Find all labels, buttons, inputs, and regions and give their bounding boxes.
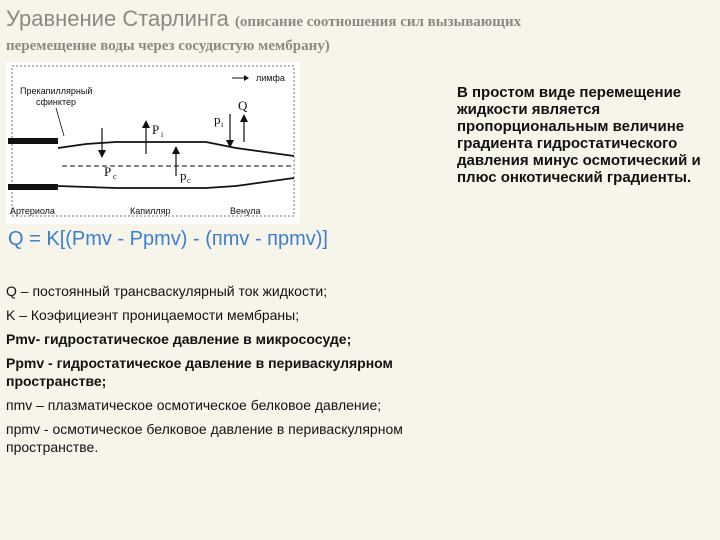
definitions-list [6, 282, 416, 462]
symbol-Pc: P [104, 164, 112, 179]
symbol-Pi: P [152, 122, 160, 137]
lymph-arrowhead [244, 75, 249, 81]
symbol-pi-c-sub: c [187, 176, 191, 185]
arrow-pi-c-head [172, 146, 180, 154]
label-sphincter-line1: Прекапиллярный [20, 86, 93, 96]
symbol-pi-i: p [214, 112, 221, 127]
title-subtitle-part2: перемещение воды через сосудистую мембрану) [6, 38, 330, 54]
symbol-pi-c: p [180, 168, 187, 183]
symbol-Pi-sub: i [161, 130, 164, 139]
starling-diagram [6, 62, 300, 224]
symbol-Q: Q [238, 98, 248, 113]
definition-Ppmv: Ppmv - гидростатическое давление в периваскулярном пространстве; [6, 355, 393, 389]
symbol-pi-i-sub: i [221, 120, 224, 129]
label-venule: Венула [230, 206, 261, 216]
title-subtitle-part1: (описание соотношения сил вызывающих [234, 14, 522, 30]
arrow-Pi-head [142, 120, 150, 128]
upper-sphincter-block [8, 138, 58, 144]
vessel-lower-wall [58, 178, 294, 188]
definition-pi-pmv: пpmv - осмотическое белковое давление в периваскулярном пространстве. [6, 421, 403, 455]
definition-K: K – Коэфициеэнт проницаемости мембраны; [6, 307, 300, 323]
label-arteriole: Артериола [10, 206, 55, 216]
label-sphincter-line2: сфинктер [36, 97, 76, 107]
label-capillary: Капилляр [130, 206, 171, 216]
title-main: Уравнение Старлинга [6, 6, 229, 31]
symbol-Pc-sub: c [113, 172, 117, 181]
slide-title [6, 6, 521, 32]
explanation-text: В простом виде перемещение жидкости является пропорциональным величине градиента гидростатического давления минус осмотический и плюс онкотический градиенты. [457, 84, 701, 186]
diagram-svg [6, 62, 300, 224]
definition-pi-mv: пmv – плазматическое осмотическое белковое давление; [6, 397, 382, 413]
definition-Q: Q – постоянный трансваскулярный ток жидкости; [6, 283, 328, 299]
definition-Pmv: Pmv- гидростатическое давление в микрососуде; [6, 331, 352, 347]
sphincter-pointer [56, 108, 64, 136]
lower-sphincter-block [8, 184, 58, 190]
starling-formula: Q = K[(Pmv - Ppmv) - (пmv - пpmv)] [8, 228, 328, 250]
arrow-Pc-head [98, 150, 106, 158]
label-lymph: лимфа [256, 73, 285, 83]
arrow-Q-head [240, 114, 248, 122]
